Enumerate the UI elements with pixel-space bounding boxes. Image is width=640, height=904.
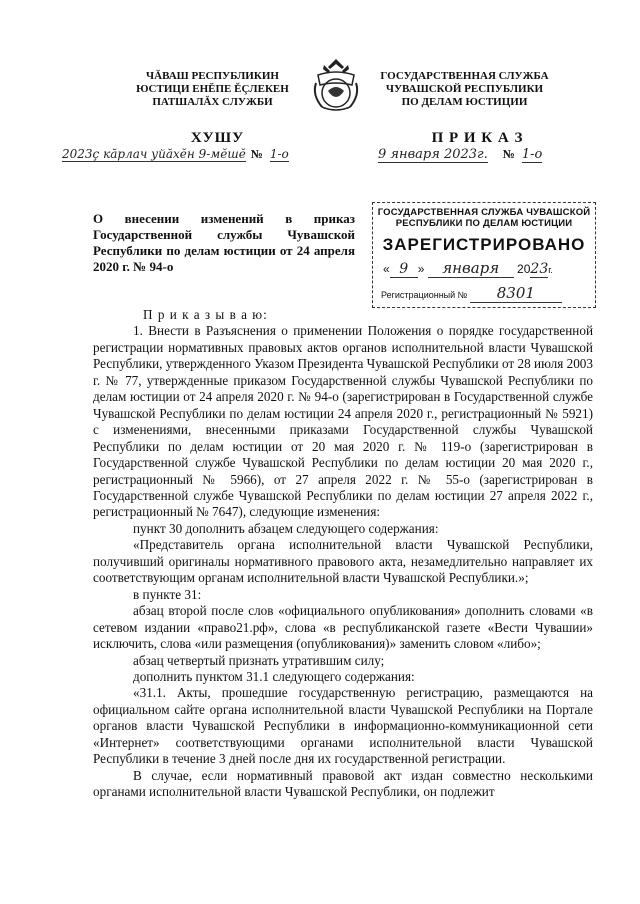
header-right-line: ЧУВАШСКОЙ РЕСПУБЛИКИ [385,83,544,95]
header-right-line: ПО ДЕЛАМ ЮСТИЦИИ [401,96,528,108]
body-paragraph: абзац четвертый признать утратившим силу; [133,652,385,668]
handwritten-date-right: 9 января 2023г. [378,147,488,162]
stamp-date: « 9 » января 2023г. [383,259,553,277]
stamp-reg-number: 8301 [470,284,562,303]
header-left-line: ЮСТИЦИ ЕНĔПЕ ĔÇЛЕКЕН [136,83,289,95]
order-right-date-line [378,147,608,163]
handwritten-date-left: 2023ç кăрлач уйăхĕн 9-мĕшĕ [62,147,246,161]
order-subject: О внесении изменений в приказ Государственной службы Чувашской Республики по делам юстиции от 24 апреля 2020 г. № 94-о [93,211,355,274]
stamp-year-mark: г. [548,265,553,275]
stamp-reg-number-line [373,284,595,303]
handwritten-number-right: 1-о [521,147,543,162]
order-body [93,307,593,801]
stamp-month: января [428,259,514,278]
stamp-year-suffix: 23 [530,261,549,277]
registration-stamp [372,202,596,308]
stamp-year-prefix: 20 [517,262,531,276]
body-paragraph: «31.1. Акты, прошедшие государственную регистрацию, размещаются на официальном сайте органа исполнительной власти Чувашской Республики на Портале органов власти Чувашской Республики в информационно-коммуникационной сети «Интернет» соответствующими органами исполнительной власти Чувашской Республики в течение 3 дней после дня их государственной регистрации. [93,685,593,767]
body-paragraph: абзац второй после слов «официального опубликования» дополнить словами «в сетевом издании «право21.рф», слова «в республиканской газете «Вести Чувашии» исключить, слова «или размещения (опубликования)» заменить словом «либо»; [93,603,593,652]
header-left [120,70,305,109]
header-left-line: ПАТШАЛĂХ СЛУЖБИ [152,96,273,108]
body-paragraph: пункт 30 дополнить абзацем следующего содержания: [133,520,439,536]
header-right-line: ГОСУДАРСТВЕННАЯ СЛУЖБА [380,70,549,82]
stamp-org-line: РЕСПУБЛИКИ ПО ДЕЛАМ ЮСТИЦИИ [395,218,573,229]
header-right [372,70,557,109]
order-title-chuvash: ХУШУ [190,130,245,146]
header-left-line: ЧĂВАШ РЕСПУБЛИКИН [146,70,279,82]
body-paragraph: В случае, если нормативный правовой акт издан совместно несколькими органами исполнительной власти Чувашской Республики, он подлежит [93,767,593,800]
order-preamble: П р и к а з ы в а ю: [143,307,268,322]
order-left-date-line [62,147,332,162]
number-label-right: № [502,147,515,161]
stamp-org-line: ГОСУДАРСТВЕННАЯ СЛУЖБА ЧУВАШСКОЙ [377,207,591,218]
body-paragraph: «Представитель органа исполнительной власти Чувашской Республики, получивший оригиналы нормативного правового акта, незамедлительно направляет их соответствующим органам исполнительной власти Чувашской Республики.»; [93,537,593,586]
stamp-org [373,207,595,229]
stamp-day: 9 [390,261,418,278]
stamp-registered: ЗАРЕГИСТРИРОВАНО [382,235,586,254]
body-paragraph: дополнить пунктом 31.1 следующего содержания: [133,668,415,684]
stamp-reg-label: Регистрационный № [381,290,468,300]
body-paragraph: 1. Внести в Разъяснения о применении Положения о порядке государственной регистрации нормативных правовых актов органов исполнительной власти Чувашской Республики, утвержденного Указом Президента Чувашской Республики от 28 июля 2003 г. № 77, утвержденные приказом Государственной службы Чувашской Республики по делам юстиции от 24 апреля 2020 г. № 94-о (зарегистрирован в Государственной службе Чувашской Республики по делам юстиции 24 апреля 2020 г., регистрационный № 5921) с изменениями, внесенными приказами Государственной службы Чувашской Республики по делам юстиции от 20 мая 2020 г. № 119-о (зарегистрирован в Государственной службе Чувашской Республики по делам юстиции 20 мая 2020 г., регистрационный № 5966), от 27 апреля 2022 г. № 55-о (зарегистрирован в Государственной службе Чувашской Республики по делам юстиции 27 апреля 2022 г., регистрационный № 7647), следующие изменения: [93,323,593,520]
number-label-left: № [250,147,263,161]
chuvash-emblem-icon [308,55,364,115]
body-paragraph: в пункте 31: [133,586,202,602]
handwritten-number-left: 1-о [269,147,289,161]
order-title-russian: П Р И К А З [431,130,524,146]
